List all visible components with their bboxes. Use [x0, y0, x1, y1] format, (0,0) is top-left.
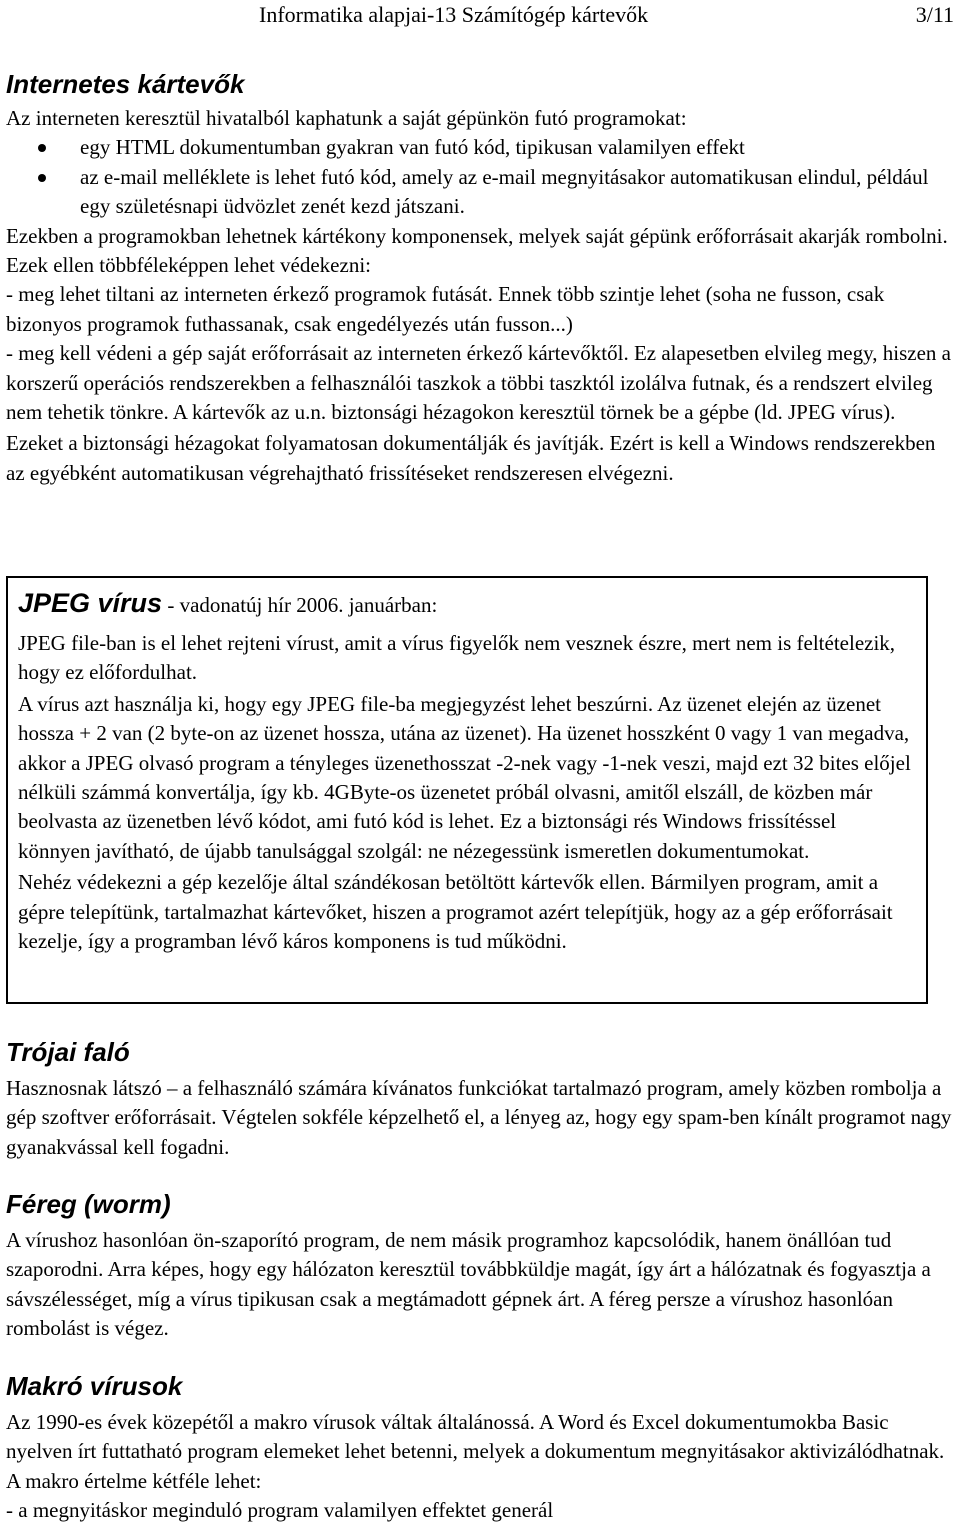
internet-paragraph: - meg kell védeni a gép saját erőforrásait az interneten érkező kártevőktől. Ez alapesetben elvileg megy, hiszen a korszerű operációs rendszerekben a felhasználói taszkok a többi taszktól izolálva futnak, és a rendszert elvileg nem tehetik tönkre. A kártevők az u.n. biztonsági hézagokon keresztül törnek be a gépbe (ld. JPEG vírus). [6, 341, 951, 425]
jpeg-box-title: JPEG vírus [18, 588, 163, 618]
worm-paragraph: A vírushoz hasonlóan ön-szaporító program, de nem másik programhoz kapcsolódik, hanem önállóan tud szaporodni. Arra képes, hogy egy hálózaton keresztül továbbküldje magát, így árt a hálózatnak és fogyasztja a sávszélességet, míg a vírus tipikusan csak a megtámadott gépnek árt. A féreg persze a vírushoz hasonlóan rombolást is végez. [6, 1228, 931, 1341]
jpeg-box-paragraph: Nehéz védekezni a gép kezelője által szándékosan betöltött kártevők ellen. Bármilyen program, amit a gépre telepítünk, tartalmazhat kártevőket, hiszen a programot azért telepítjük, hogy az a gép erőforrásait kezelje, így a programban lévő káros komponens is tud működni. [18, 870, 893, 954]
macro-paragraph: Az 1990-es évek közepétől a makro vírusok váltak általánossá. A Word és Excel dokumentumokba Basic nyelven írt futtatható program elemeket lehet betenni, melyek a dokumentum megnyitásakor aktivizálódhatnak. A makro értelme kétféle lehet: [6, 1410, 945, 1493]
trojan-paragraph: Hasznosnak látszó – a felhasználó számára kívánatos funkciókat tartalmazó program, amely közben rombolja a gép szoftver erőforrásait. Végtelen sokféle képzelhető el, a lényeg az, hogy egy spam-ben kínált programot nagy gyanakvással kell fogadni. [6, 1076, 952, 1159]
internet-paragraph: Ezeket a biztonsági hézagokat folyamatosan dokumentálják és javítják. Ezért is kell a Windows rendszerekben az egyébként automatikusan végrehajtható frissítéseket rendszeresen elvégezni. [6, 431, 936, 485]
bullet-text: az e-mail melléklete is lehet futó kód, amely az e-mail megnyitásakor automatikusan elindul, például egy születésnapi üdvözlet zenét kezd játszani. [80, 164, 929, 219]
jpeg-virus-box [6, 576, 928, 1004]
heading-trojan: Trójai faló [6, 1037, 130, 1067]
internet-intro: Az interneten keresztül hivatalból kaphatunk a saját gépünkön futó programokat: [6, 106, 687, 130]
bullet-text: egy HTML dokumentumban gyakran van futó kód, tipikusan valamilyen effekt [80, 135, 745, 160]
jpeg-box-paragraph: JPEG file-ban is el lehet rejteni vírust, amit a vírus figyelők nem vesznek észre, mert nem is feltételezik, hogy ez előfordulhat. [18, 631, 896, 685]
page-header [0, 2, 960, 28]
jpeg-box-header [18, 584, 916, 627]
section-worm [0, 1184, 960, 1344]
heading-macro: Makró vírusok [6, 1371, 183, 1401]
heading-internet: Internetes kártevők [6, 69, 245, 99]
page-number: 3/11 [915, 2, 954, 27]
section-macro [0, 1366, 960, 1526]
bullet-icon [0, 163, 80, 222]
internet-paragraph: Ezekben a programokban lehetnek kártékony komponensek, melyek saját gépünk erőforrásait akarják rombolni. Ezek ellen többféleképpen lehet védekezni: [6, 223, 948, 278]
bullet-item [0, 133, 960, 162]
internet-paragraph: - meg lehet tiltani az interneten érkező programok futását. Ennek több szintje lehet (soha ne fusson, csak bizonyos programok futhassanak, csak engedélyezés után fusson...) [6, 282, 885, 336]
macro-paragraph: - a megnyitáskor meginduló program valamilyen effektet generál [6, 1498, 554, 1523]
bullet-item [0, 163, 960, 222]
bullet-icon [0, 133, 80, 162]
heading-worm: Féreg (worm) [6, 1189, 171, 1219]
jpeg-box-subtitle: - vadonatúj hír 2006. januárban: [162, 593, 438, 617]
jpeg-box-paragraph: A vírus azt használja ki, hogy egy JPEG file-ba megjegyzést lehet beszúrni. Az üzenet elején az üzenet hossza + 2 van (2 byte-on az üzenet hossza, utána az üzenet). Ha üzenet hosszként 0 vagy 1 van megadva, akkor a JPEG olvasó program a tényleges üzenethosszat -2-nek vagy -1-nek veszi, majd ezt 32 bites előjel nélküli számmá konvertálja, így kb. 4GByte-os üzenetet próbál olvasni, amitől elszáll, de közben már beolvasta az üzenetben lévő kódot, ami futó kód is lehet. Ez a biztonsági rés Windows frissítéssel könnyen javítható, de újabb tanulsággal szolgál: ne nézegessünk ismeretlen dokumentumokat. [18, 691, 911, 863]
section-trojan [0, 1032, 960, 1162]
section-internet [0, 64, 960, 488]
header-title: Informatika alapjai-13 Számítógép kártevők [259, 2, 649, 27]
